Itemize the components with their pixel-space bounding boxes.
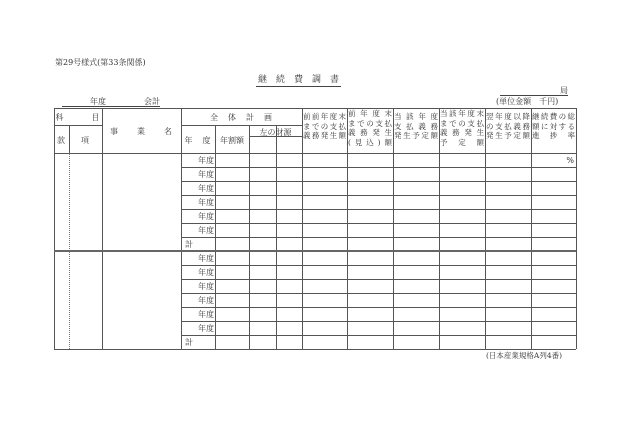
year-row-label: 年度 (198, 184, 214, 193)
group-separator (54, 250, 576, 252)
column-header-line: 前年度末 (348, 109, 392, 118)
column-header-line: までの支払 (440, 118, 484, 128)
column-header-line: 進 捗 率 (532, 131, 575, 140)
header-subject: 科 目 (55, 113, 101, 122)
column-header-line: 義務発生 (348, 128, 392, 137)
column-header-line: 前前年度末 (303, 112, 346, 121)
total-row-label: 計 (185, 240, 193, 249)
row-rule (181, 279, 576, 280)
header-bottom-rule (54, 153, 576, 154)
row-rule (181, 307, 576, 308)
row-rule (181, 293, 576, 294)
unit-note: (単位金額 千円) (496, 97, 559, 106)
column-header-line: 発生予定額 (394, 131, 438, 140)
column-header-line: 翌年度以降 (486, 112, 530, 121)
year-row-label: 年度 (198, 296, 214, 305)
header-funding-source: 左の財源 (259, 128, 292, 137)
bureau-label: 局 (500, 86, 568, 96)
header-annual-amount: 年割額 (220, 136, 244, 145)
column-header-line: 継続費の総 (532, 112, 575, 121)
column-header-line: 当該年度末 (440, 109, 484, 118)
row-rule (181, 195, 576, 196)
row-rule (181, 181, 576, 182)
header-kou: 項 (81, 136, 90, 145)
rule (181, 125, 302, 126)
row-rule (181, 223, 576, 224)
header-project-name: 事 業 名 (110, 127, 173, 136)
row-rule (181, 209, 576, 210)
year-row-label: 年度 (198, 226, 214, 235)
column-rule (393, 108, 394, 349)
form-number: 第29号様式(第33条関係) (55, 58, 146, 67)
fiscal-year-label: 年度 (90, 97, 106, 106)
fiscal-year-account-field (62, 97, 160, 107)
table-border-top (54, 108, 576, 109)
account-label: 会計 (144, 97, 160, 106)
year-row-label: 年度 (198, 170, 214, 179)
column-rule (576, 108, 577, 349)
column-header-line: 義務発生額 (303, 131, 346, 140)
header-year: 年 度 (184, 136, 212, 145)
paper-size-note: (日本産業規格A列4番) (486, 351, 563, 360)
row-rule (181, 265, 576, 266)
column-header-line: までの支払 (303, 121, 346, 131)
column-rule (302, 108, 303, 349)
document-title: 継 続 費 調 書 (258, 75, 340, 85)
column-rule (102, 108, 103, 349)
header-kan: 款 (57, 136, 66, 145)
table-border-bottom (54, 349, 576, 350)
year-row-label: 年度 (198, 212, 214, 221)
year-row-label: 年度 (198, 156, 214, 165)
column-rule (531, 108, 532, 349)
column-header-line: までの支払 (348, 118, 392, 128)
column-header-line: (見込)額 (348, 137, 392, 147)
year-row-label: 年度 (198, 254, 214, 263)
year-row-label: 年度 (198, 310, 214, 319)
year-row-label: 年度 (198, 282, 214, 291)
column-header-line: 義務発生 (440, 128, 484, 137)
row-rule (181, 321, 576, 322)
column-header-line: 支払義務 (394, 121, 438, 131)
row-rule (181, 237, 576, 238)
column-header-line: 額に対する (532, 121, 575, 131)
column-header-line: 当該年度 (394, 112, 438, 121)
year-row-label: 年度 (198, 268, 214, 277)
row-rule (181, 167, 576, 168)
year-row-label: 年度 (198, 324, 214, 333)
year-row-label: 年度 (198, 198, 214, 207)
percent-unit: % (566, 156, 574, 165)
column-header-line: 予 定 額 (440, 137, 484, 147)
column-rule (485, 108, 486, 349)
column-header-line: の支払義務 (486, 121, 530, 131)
total-row-label: 計 (185, 338, 193, 347)
rule (54, 125, 102, 126)
header-overall-plan: 全 体 計 画 (210, 113, 273, 122)
column-header-line: 発生予定額 (486, 131, 530, 140)
row-rule (181, 335, 576, 336)
